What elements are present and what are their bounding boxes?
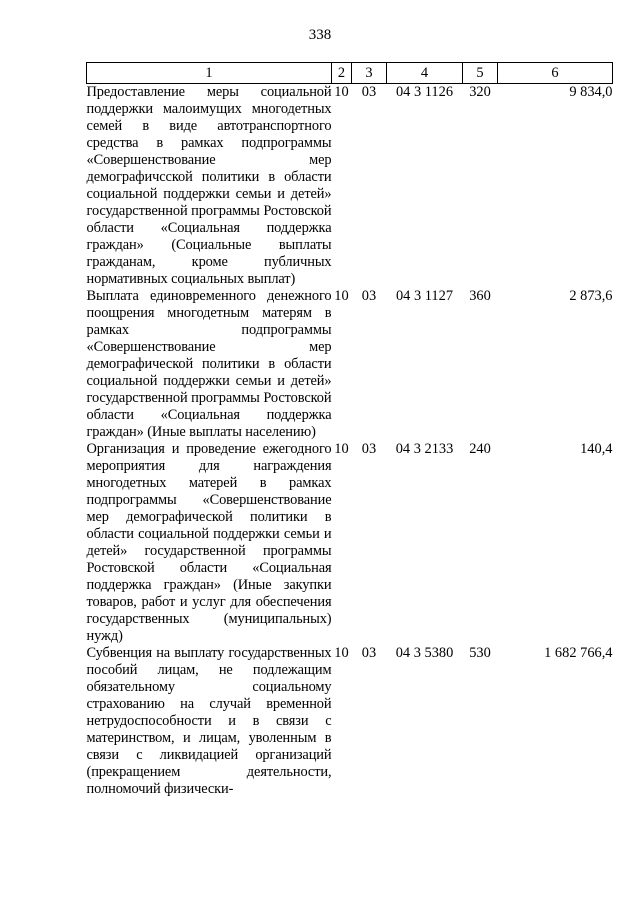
table-row bbox=[87, 645, 613, 798]
row-expense-type: 360 bbox=[469, 288, 491, 304]
row-description: Выплата единовременного денежного поощрения многодетным матерям в рамках подпрограммы «Совершенствование мер демографической политики в области социальной поддержки семьи и детей» государственной программы Ростовской области «Социальная поддержка граждан» (Иные выплаты населению) bbox=[86, 288, 332, 440]
row-expense-type: 320 bbox=[469, 84, 491, 100]
column-header: 5 bbox=[463, 63, 498, 84]
row-expense-type: 530 bbox=[469, 645, 491, 661]
row-amount: 9 834,0 bbox=[569, 84, 613, 100]
row-target-article: 04 3 1126 bbox=[395, 84, 454, 100]
row-subsection: 03 bbox=[361, 441, 377, 457]
row-subsection: 03 bbox=[361, 288, 377, 304]
table-row bbox=[87, 84, 613, 289]
row-description: Субвенция на выплату государственных пособий лицам, не подлежащим обязательному социальному страхованию на случай временной нетрудоспособности и в связи с материнством, и лицам, уволенным в связи с ликвидацией организаций (прекращением деятельности, полномочий физически- bbox=[86, 645, 332, 797]
row-target-article: 04 3 2133 bbox=[395, 441, 454, 457]
row-target-article: 04 3 1127 bbox=[395, 288, 454, 304]
column-header: 3 bbox=[352, 63, 387, 84]
row-section: 10 bbox=[334, 441, 349, 457]
row-amount: 1 682 766,4 bbox=[544, 645, 613, 661]
column-header: 4 bbox=[387, 63, 463, 84]
row-description: Предоставление меры социальной поддержки малоимущих многодетных семей в виде автотранспортного средства в рамках подпрограммы «Совершенствование мер демографичсской политики в области социальной поддержки семьи и детей» государственной программы Ростовской области «Социальная поддержка граждан» (Социальные выплаты гражданам, кроме публичных нормативных социальных выплат) bbox=[86, 84, 332, 287]
row-amount: 140,4 bbox=[580, 441, 613, 457]
row-subsection: 03 bbox=[361, 645, 377, 661]
column-header: 1 bbox=[87, 63, 332, 84]
row-expense-type: 240 bbox=[469, 441, 491, 457]
row-amount: 2 873,6 bbox=[569, 288, 613, 304]
row-subsection: 03 bbox=[361, 84, 377, 100]
row-description: Организация и проведение ежегодного мероприятия для награждения многодетных матерей в рамках подпрограммы «Совершенствование мер демографической политики в области социальной поддержки семьи и детей» государственной программы Ростовской области «Социальная поддержка граждан» (Иные закупки товаров, работ и услуг для обеспечения государственных (муниципальных) нужд) bbox=[86, 441, 332, 644]
column-header: 2 bbox=[332, 63, 352, 84]
row-target-article: 04 3 5380 bbox=[395, 645, 454, 661]
table-row bbox=[87, 288, 613, 441]
table-header-row bbox=[87, 63, 613, 84]
row-section: 10 bbox=[334, 645, 349, 661]
table-row bbox=[87, 441, 613, 645]
budget-table bbox=[86, 62, 613, 798]
column-header: 6 bbox=[498, 63, 613, 84]
row-section: 10 bbox=[334, 288, 349, 304]
page-number: 338 bbox=[308, 27, 332, 43]
row-section: 10 bbox=[334, 84, 349, 100]
